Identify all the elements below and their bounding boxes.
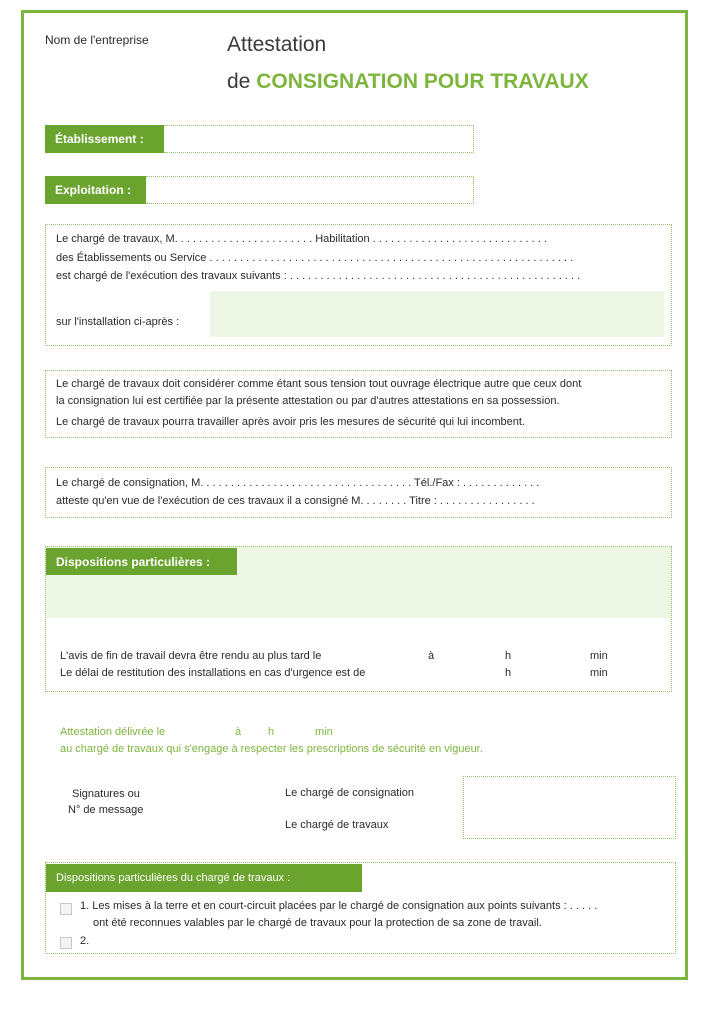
consignation-line-2: atteste qu'en vue de l'exécution de ces travaux il a consigné M. . . . . . . . Titre : . . . . . . . . . . . . . . . . xyxy=(56,495,535,507)
signatures-label-2: N° de message xyxy=(68,804,144,816)
charge-line-4: sur l'installation ci-après : xyxy=(56,316,180,328)
dispositions-label: Dispositions particulières : xyxy=(46,548,237,575)
charge-line-3: est chargé de l'exécution des travaux suivants : . . . . . . . . . . . . . . . . . . . . . . . . . . . . . . . . . . . . . . . . . . . . . . . . xyxy=(56,270,581,282)
attestation-engagement: au chargé de travaux qui s'engage à respecter les prescriptions de sécurité en vigueur. xyxy=(60,743,483,755)
warning-line-2: la consignation lui est certifiée par la présente attestation ou par d'autres attestations en sa possession. xyxy=(56,395,560,407)
warning-line-1: Le chargé de travaux doit considérer comme étant sous tension tout ouvrage électrique autre que ceux dont xyxy=(56,378,582,390)
item2-checkbox[interactable] xyxy=(60,937,72,949)
fin-travail-text: L'avis de fin de travail devra être rendu au plus tard le xyxy=(60,650,322,662)
charge-line-1: Le chargé de travaux, M. . . . . . . . . . . . . . . . . . . . . . . Habilitation . . . . . . . . . . . . . . . . . . . . . . . . . . . . . xyxy=(56,233,547,245)
company-name-label: Nom de l'entreprise xyxy=(45,33,149,47)
attestation-a: à xyxy=(235,726,242,738)
consignation-line-1: Le chargé de consignation, M. . . . . . . . . . . . . . . . . . . . . . . . . . . . . . . . . . . Tél./Fax : . . . . . . . . . . . . . xyxy=(56,477,540,489)
charge-travaux-label: Le chargé de travaux xyxy=(285,819,389,831)
charge-consignation-label: Le chargé de consignation xyxy=(285,787,415,799)
attestation-h: h xyxy=(268,726,275,738)
attestation-min: min xyxy=(315,726,333,738)
fin-travail-min: min xyxy=(590,650,608,662)
delai-h: h xyxy=(505,667,512,679)
item1-checkbox[interactable] xyxy=(60,903,72,915)
signatures-label-1: Signatures ou xyxy=(72,788,140,800)
title-bold: CONSIGNATION POUR TRAVAUX xyxy=(256,70,589,93)
etablissement-field[interactable] xyxy=(164,125,474,153)
warning-line-3: Le chargé de travaux pourra travailler après avoir pris les mesures de sécurité qui lui incombent. xyxy=(56,416,525,428)
fin-travail-a: à xyxy=(428,650,435,662)
signature-field[interactable] xyxy=(463,776,676,839)
item1-line-1: 1. Les mises à la terre et en court-circuit placées par le chargé de consignation aux points suivants : . . . . . xyxy=(80,900,598,912)
title-line2 xyxy=(227,70,589,94)
item1-line-2: ont été reconnues valables par le chargé de travaux pour la protection de sa zone de travail. xyxy=(93,917,542,929)
attestation-delivered-text: Attestation délivrée le xyxy=(60,726,166,738)
title-line1: Attestation xyxy=(227,33,327,56)
etablissement-label: Établissement : xyxy=(45,125,164,153)
charge-line-2: des Établissements ou Service . . . . . . . . . . . . . . . . . . . . . . . . . . . . . . . . . . . . . . . . . . . . . . . . . . . . . . . . . . . . xyxy=(56,252,574,264)
exploitation-label: Exploitation : xyxy=(45,176,146,204)
exploitation-field[interactable] xyxy=(146,176,474,204)
installation-field[interactable] xyxy=(210,291,664,337)
fin-travail-h: h xyxy=(505,650,512,662)
dispositions-charge-label: Dispositions particulières du chargé de travaux : xyxy=(46,864,362,892)
delai-min: min xyxy=(590,667,608,679)
delai-text: Le délai de restitution des installations en cas d'urgence est de xyxy=(60,667,366,679)
consignation-box xyxy=(45,467,672,518)
title-prefix: de xyxy=(227,70,257,93)
item2-label: 2. xyxy=(80,935,90,947)
